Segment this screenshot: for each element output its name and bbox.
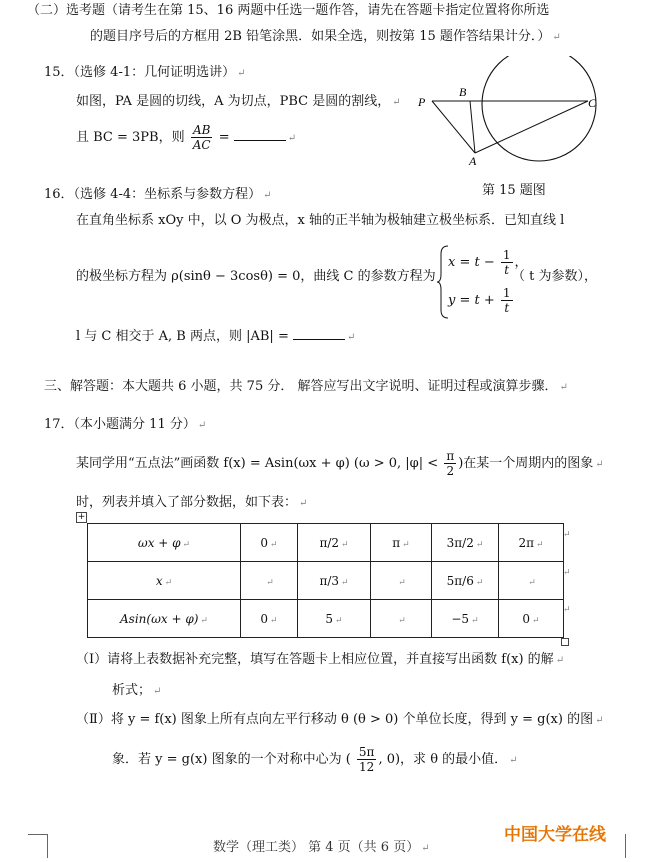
table-cell: π/3 ↵ — [298, 562, 371, 600]
table-cell: −5 ↵ — [432, 600, 499, 638]
table-resize-handle[interactable] — [561, 638, 569, 646]
table-row — [88, 562, 564, 600]
tangent-line-pa — [432, 101, 475, 153]
footer-page-info: 数学（理工类） 第 4 页（共 6 页） ↵ — [213, 840, 430, 855]
q17-part2-line1: （Ⅱ）将 y = f(x) 图象上所有点向左平行移动 θ (θ > 0) 个单位长度，得到 y = g(x) 的图 ↵ — [76, 712, 604, 727]
q15-number: 15．（选修 4-1：几何证明选讲） ↵ — [44, 65, 246, 80]
chord-ab — [470, 101, 475, 153]
q15-figure — [412, 56, 612, 186]
table-cell: 0 ↵ — [241, 524, 298, 562]
param-note: （ t 为参数）， — [512, 269, 597, 284]
chord-ac — [475, 101, 588, 153]
row-end-mark: ↵ — [563, 530, 571, 540]
table-cell: ↵ — [241, 562, 298, 600]
table-cell: ↵ — [371, 562, 432, 600]
data-table — [87, 523, 564, 638]
q17-number: 17．（本小题满分 11 分） ↵ — [44, 417, 207, 432]
q15-fraction: $\frac{AB}{AC}$ — [192, 123, 211, 152]
q16-number: 16．（选修 4-4：坐标系与参数方程） ↵ — [44, 187, 272, 202]
table-cell: π/2 ↵ — [298, 524, 371, 562]
q15-answer-blank — [234, 128, 286, 141]
footer-margin-mark — [28, 834, 48, 835]
label-b: B — [459, 85, 467, 99]
brand-watermark: 中国大学在线 — [504, 825, 606, 845]
param-y-equation: y = t + $\frac{1}{t}$ — [448, 286, 511, 315]
table-cell: ↵ — [371, 600, 432, 638]
q16-line1: 在直角坐标系 xOy 中，以 O 为极点，x 轴的正半轴为极轴建立极坐标系．已知直线 l — [76, 213, 565, 228]
param-x-equation: x = t − $\frac{1}{t}$ ， — [448, 248, 528, 277]
q15-figure-caption: 第 15 题图 — [482, 183, 546, 198]
q16-line2: 的极坐标方程为 ρ(sinθ − 3cosθ) = 0，曲线 C 的参数方程为 — [76, 269, 436, 284]
table-cell: π ↵ — [371, 524, 432, 562]
q17-center-fraction: $\frac{5\pi}{12}$ — [358, 745, 375, 774]
table-cell: 0 ↵ — [241, 600, 298, 638]
q15-line2: 且 BC = 3PB，则 $\frac{AB}{AC}$ = ↵ — [76, 123, 297, 152]
table-cell: 5 ↵ — [298, 600, 371, 638]
row-end-mark: ↵ — [563, 568, 571, 578]
q17-line2: 时，列表并填入了部分数据，如下表： ↵ — [76, 495, 308, 510]
label-c: C — [588, 96, 597, 110]
label-a: A — [469, 154, 477, 168]
table-cell: Asin(ωx + φ) ↵ — [88, 600, 241, 638]
footer-margin-mark — [47, 834, 48, 858]
label-p: P — [418, 95, 426, 109]
q17-part1-line1: （Ⅰ）请将上表数据补充完整，填写在答题卡上相应位置，并直接写出函数 f(x) 的解 ↵ — [76, 652, 565, 667]
table-cell: 5π/6 ↵ — [432, 562, 499, 600]
section2-line1: （二）选考题（请考生在第 15、16 两题中任选一题作答，请先在答题卡指定位置将你所选 — [27, 3, 550, 18]
table-cell: 2π ↵ — [499, 524, 564, 562]
row-end-mark: ↵ — [563, 605, 571, 615]
section2-line2: 的题目序号后的方框用 2B 铅笔涂黑．如果全选，则按第 15 题作答结果计分．） ↵ — [90, 29, 561, 44]
table-cell: ωx + φ ↵ — [88, 524, 241, 562]
table-cell: ↵ — [499, 562, 564, 600]
table-cell: 3π/2 ↵ — [432, 524, 499, 562]
q17-part1-line2: 析式； ↵ — [112, 683, 162, 698]
q16-line3: l 与 C 相交于 A, B 两点，则 |AB| = ↵ — [76, 329, 356, 344]
param-y-fraction: $\frac{1}{t}$ — [502, 286, 511, 315]
table-row — [88, 600, 564, 638]
table-cell: 0 ↵ — [499, 600, 564, 638]
footer-margin-mark — [625, 834, 626, 858]
q15-line1: 如图，PA 是圆的切线，A 为切点，PBC 是圆的割线， ↵ — [76, 94, 401, 109]
q16-answer-blank — [293, 327, 345, 340]
section3-heading: 三、解答题：本大题共 6 小题，共 75 分． 解答应写出文字说明、证明过程或演算步骤． ↵ — [44, 379, 568, 394]
param-x-fraction: $\frac{1}{t}$ — [502, 248, 511, 277]
q17-phi-bound-fraction: $\frac{\pi}{2}$ — [446, 449, 455, 478]
table-row — [88, 524, 564, 562]
q17-part2-line2: 象．若 y = g(x) 图象的一个对称中心为 ( $\frac{5\pi}{12}$ , 0)，求 θ 的最小值． ↵ — [112, 745, 518, 774]
q17-line1: 某同学用“五点法”画函数 f(x) = Asin(ωx + φ) (ω > 0, |φ| < $\frac{\pi}{2}$ )在某一个周期内的图象 ↵ — [76, 449, 604, 478]
figure-circle — [482, 56, 596, 161]
table-move-handle[interactable]: + — [77, 512, 86, 522]
table-cell: x ↵ — [88, 562, 241, 600]
